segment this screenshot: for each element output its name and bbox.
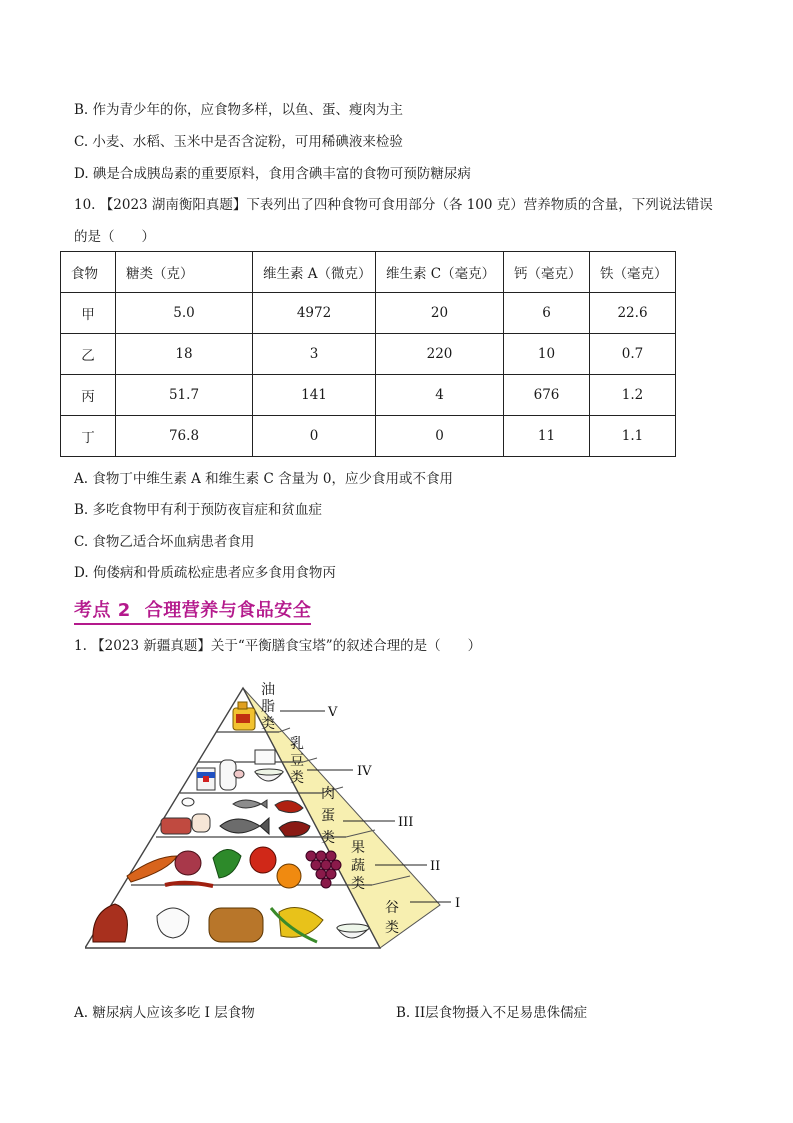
table-header-cell: 糖类（克） — [116, 252, 253, 293]
roman-iv: IV — [357, 764, 372, 779]
q9-option-d: D. 碘是合成胰岛素的重要原料，食用含碘丰富的食物可预防糖尿病 — [74, 166, 471, 182]
table-cell: 11 — [504, 416, 590, 457]
roman-iii: III — [398, 815, 414, 830]
table-cell: 丙 — [61, 375, 116, 416]
table-cell: 丁 — [61, 416, 116, 457]
table-row — [61, 334, 676, 375]
table-header-cell: 铁（毫克） — [590, 252, 676, 293]
table-row — [61, 416, 676, 457]
table-cell: 76.8 — [116, 416, 253, 457]
table-header-row — [61, 252, 676, 293]
q10-option-a: A. 食物丁中维生素 A 和维生素 C 含量为 0，应少食用或不食用 — [74, 471, 453, 487]
section-number: 考点 2 — [74, 600, 131, 621]
table-cell: 甲 — [61, 293, 116, 334]
table-cell: 3 — [253, 334, 376, 375]
layer-label-iii: 肉蛋类 — [321, 786, 335, 846]
table-cell: 4972 — [253, 293, 376, 334]
q1-stem: 1. 【2023 新疆真题】关于“平衡膳食宝塔”的叙述合理的是（ ） — [74, 638, 482, 654]
table-cell: 20 — [376, 293, 504, 334]
table-header-cell: 食物 — [61, 252, 116, 293]
table-row — [61, 293, 676, 334]
section-heading — [74, 596, 311, 625]
roman-i: I — [455, 896, 461, 911]
table-cell: 0 — [376, 416, 504, 457]
table-cell: 220 — [376, 334, 504, 375]
q10-stem-line1: 10. 【2023 湖南衡阳真题】下表列出了四种食物可食用部分（各 100 克）营养物质的含量，下列说法错误 — [74, 197, 713, 213]
q10-stem-line2: 的是（ ） — [74, 229, 155, 245]
table-row — [61, 375, 676, 416]
section-title: 合理营养与食品安全 — [144, 600, 312, 621]
roman-v: V — [328, 705, 338, 720]
table-cell: 0.7 — [590, 334, 676, 375]
table-cell: 51.7 — [116, 375, 253, 416]
q10-option-b: B. 多吃食物甲有利于预防夜盲症和贫血症 — [74, 502, 323, 518]
table-header-cell: 维生素 C（毫克） — [376, 252, 504, 293]
layer-label-ii: 果蔬类 — [351, 840, 365, 892]
food-pyramid-figure — [85, 680, 485, 955]
table-header-cell: 维生素 A（微克） — [253, 252, 376, 293]
table-cell: 18 — [116, 334, 253, 375]
table-cell: 676 — [504, 375, 590, 416]
table-cell: 0 — [253, 416, 376, 457]
nutrition-table — [60, 251, 676, 457]
table-header-cell: 钙（毫克） — [504, 252, 590, 293]
layer-label-v: 油脂类 — [261, 682, 275, 732]
table-cell: 10 — [504, 334, 590, 375]
table-cell: 乙 — [61, 334, 116, 375]
q10-option-c: C. 食物乙适合坏血病患者食用 — [74, 534, 255, 550]
q9-option-c: C. 小麦、水稻、玉米中是否含淀粉，可用稀碘液来检验 — [74, 134, 403, 150]
layer-label-iv: 乳豆类 — [290, 736, 304, 786]
table-cell: 22.6 — [590, 293, 676, 334]
q1-option-b: B. II层食物摄入不足易患侏儒症 — [396, 1005, 588, 1021]
roman-ii: II — [430, 859, 441, 874]
table-cell: 4 — [376, 375, 504, 416]
table-cell: 5.0 — [116, 293, 253, 334]
table-cell: 6 — [504, 293, 590, 334]
q9-option-b: B. 作为青少年的你，应食物多样，以鱼、蛋、瘦肉为主 — [74, 102, 404, 118]
q1-option-a: A. 糖尿病人应该多吃 I 层食物 — [74, 1005, 255, 1021]
table-cell: 141 — [253, 375, 376, 416]
table-cell: 1.1 — [590, 416, 676, 457]
q10-option-d: D. 佝偻病和骨质疏松症患者应多食用食物丙 — [74, 565, 336, 581]
layer-label-i: 谷类 — [385, 900, 399, 936]
table-cell: 1.2 — [590, 375, 676, 416]
